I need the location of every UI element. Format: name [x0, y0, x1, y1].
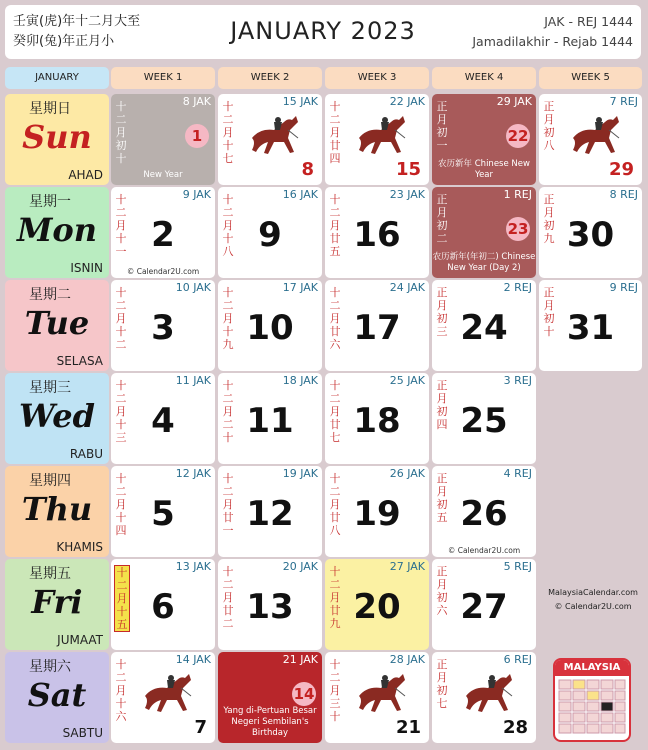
- holiday-date-badge: 22: [506, 124, 530, 148]
- lunar-date: 正月初十: [543, 286, 555, 338]
- date-cell[interactable]: [218, 187, 322, 278]
- islamic-month-line2: Jamadilakhir - Rejab 1444: [472, 34, 633, 49]
- lunar-year-line1: 壬寅(虎)年十二月大至: [13, 14, 141, 29]
- mini-calendar-icon: [555, 676, 629, 740]
- day-english-label: Fri: [31, 583, 83, 621]
- date-number: 17: [353, 308, 401, 348]
- islamic-month-info: [472, 12, 633, 52]
- lunar-date: 正月初七: [436, 658, 448, 710]
- date-number: 30: [566, 215, 615, 255]
- date-number: 25: [460, 401, 508, 441]
- date-cell[interactable]: [432, 94, 536, 185]
- date-cell[interactable]: [325, 94, 429, 185]
- date-cell[interactable]: [218, 652, 322, 743]
- islamic-date: 27 JAK: [389, 560, 425, 573]
- date-number: 11: [246, 401, 294, 441]
- holiday-date-badge: 14: [292, 682, 316, 706]
- islamic-date: 11 JAK: [175, 374, 211, 387]
- date-number: 15: [395, 159, 421, 180]
- islamic-date: 23 JAK: [389, 188, 425, 201]
- date-cell[interactable]: [539, 280, 642, 371]
- day-chinese-label: 星期五: [29, 566, 71, 582]
- date-cell[interactable]: [218, 280, 322, 371]
- islamic-date: 14 JAK: [175, 653, 211, 666]
- day-chinese-label: 星期一: [29, 194, 71, 210]
- holiday-caption: New Year: [143, 170, 183, 180]
- date-number: 12: [246, 494, 294, 534]
- holiday-date-badge: 23: [506, 217, 530, 241]
- islamic-date: 13 JAK: [175, 560, 211, 573]
- date-number: 29: [608, 159, 634, 180]
- calendar-credit: © Calendar2U.com: [447, 546, 521, 555]
- date-number: 13: [246, 587, 294, 627]
- date-cell[interactable]: [111, 466, 215, 557]
- malaysia-calendar-logo: [553, 658, 631, 742]
- date-cell[interactable]: [218, 94, 322, 185]
- day-cell-sat: [5, 652, 109, 743]
- lunar-date: 十二月十五: [114, 565, 130, 632]
- lunar-date: 十二月十三: [115, 379, 127, 444]
- lunar-date: 正月初五: [436, 472, 448, 524]
- lunar-date: 十二月初十: [115, 100, 127, 165]
- lunar-date: 正月初九: [543, 193, 555, 245]
- islamic-date: 8 JAK: [182, 95, 211, 108]
- day-malay-label: JUMAAT: [57, 633, 103, 647]
- date-number: 7: [194, 717, 207, 738]
- day-chinese-label: 星期三: [29, 380, 71, 396]
- date-cell[interactable]: [325, 652, 429, 743]
- date-cell[interactable]: [539, 94, 642, 185]
- week-header-4: WEEK 4: [432, 67, 536, 89]
- lunar-date: 十二月廿六: [329, 286, 341, 351]
- lunar-date: 十二月三十: [329, 658, 341, 723]
- islamic-date: 25 JAK: [389, 374, 425, 387]
- date-number: 16: [353, 215, 401, 255]
- week-header-1: WEEK 1: [111, 67, 215, 89]
- month-corner-label: JANUARY: [5, 67, 109, 89]
- date-cell[interactable]: [432, 466, 536, 557]
- lunar-date: 十二月廿一: [222, 472, 234, 537]
- islamic-date: 17 JAK: [282, 281, 318, 294]
- date-cell[interactable]: [325, 466, 429, 557]
- islamic-date: 28 JAK: [389, 653, 425, 666]
- islamic-date: 7 REJ: [609, 95, 638, 108]
- date-cell[interactable]: [432, 280, 536, 371]
- lunar-date: 十二月十一: [115, 193, 127, 258]
- holiday-date-badge: 1: [185, 124, 209, 148]
- islamic-date: 2 REJ: [503, 281, 532, 294]
- lunar-date: 正月初三: [436, 286, 448, 338]
- date-number: 26: [460, 494, 508, 534]
- lunar-date: 十二月十六: [115, 658, 127, 723]
- week-header-2: WEEK 2: [218, 67, 322, 89]
- date-number: 4: [151, 401, 175, 441]
- lunar-date: 十二月二十: [222, 379, 234, 444]
- date-cell[interactable]: [218, 373, 322, 464]
- lunar-date: 正月初六: [436, 565, 448, 617]
- holiday-caption: 农历新年(年初二) Chinese New Year (Day 2): [432, 252, 536, 273]
- day-english-label: Sun: [22, 118, 92, 156]
- calendar-header: [5, 5, 641, 59]
- day-cell-wed: [5, 373, 109, 464]
- islamic-date: 3 REJ: [503, 374, 532, 387]
- lunar-date: 十二月十四: [115, 472, 127, 537]
- logo-label: MALAYSIA: [555, 660, 629, 676]
- islamic-date: 12 JAK: [175, 467, 211, 480]
- date-cell[interactable]: [111, 652, 215, 743]
- holiday-caption: 农历新年 Chinese New Year: [438, 159, 530, 180]
- week-header-3: WEEK 3: [325, 67, 429, 89]
- day-english-label: Sat: [27, 676, 87, 714]
- date-cell[interactable]: [539, 187, 642, 278]
- day-malay-label: SABTU: [62, 726, 103, 740]
- islamic-date: 9 REJ: [609, 281, 638, 294]
- day-english-label: Wed: [18, 397, 96, 435]
- islamic-date: 5 REJ: [503, 560, 532, 573]
- site-credit-1[interactable]: MalaysiaCalendar.com: [548, 588, 638, 597]
- islamic-date: 18 JAK: [282, 374, 318, 387]
- date-number: 28: [502, 717, 528, 738]
- date-cell[interactable]: [432, 187, 536, 278]
- islamic-date: 26 JAK: [389, 467, 425, 480]
- date-cell[interactable]: [218, 559, 322, 650]
- islamic-date: 19 JAK: [282, 467, 318, 480]
- date-number: 24: [460, 308, 508, 348]
- horse-racing-icon: [351, 666, 411, 718]
- date-cell[interactable]: [111, 373, 215, 464]
- lunar-date: 十二月十八: [222, 193, 234, 258]
- month-title: JANUARY 2023: [230, 17, 416, 45]
- horse-racing-icon: [137, 666, 197, 718]
- date-cell[interactable]: [432, 652, 536, 743]
- islamic-date: 16 JAK: [282, 188, 318, 201]
- horse-racing-icon: [244, 108, 304, 160]
- islamic-date: 20 JAK: [282, 560, 318, 573]
- lunar-date: 正月初四: [436, 379, 448, 431]
- islamic-date: 29 JAK: [496, 95, 532, 108]
- lunar-date: 正月初二: [436, 193, 448, 245]
- date-cell[interactable]: [432, 373, 536, 464]
- week-header-5: WEEK 5: [539, 67, 642, 89]
- islamic-date: 15 JAK: [282, 95, 318, 108]
- day-chinese-label: 星期四: [29, 473, 71, 489]
- date-number: 20: [353, 587, 401, 627]
- day-malay-label: KHAMIS: [56, 540, 103, 554]
- lunar-date: 十二月十七: [222, 100, 234, 165]
- date-number: 9: [258, 215, 282, 255]
- day-cell-mon: [5, 187, 109, 278]
- day-english-label: Tue: [24, 304, 90, 342]
- day-malay-label: ISNIN: [70, 261, 103, 275]
- date-cell[interactable]: [325, 187, 429, 278]
- date-cell[interactable]: [111, 559, 215, 650]
- islamic-date: 24 JAK: [389, 281, 425, 294]
- date-cell[interactable]: [218, 466, 322, 557]
- lunar-date: 十二月十九: [222, 286, 234, 351]
- islamic-date: 6 REJ: [503, 653, 532, 666]
- date-number: 27: [460, 587, 508, 627]
- islamic-date: 8 REJ: [609, 188, 638, 201]
- horse-racing-icon: [565, 108, 625, 160]
- lunar-date: 正月初八: [543, 100, 555, 152]
- islamic-month-line1: JAK - REJ 1444: [544, 14, 633, 29]
- date-number: 2: [151, 215, 175, 255]
- lunar-date: 正月初一: [436, 100, 448, 152]
- horse-racing-icon: [351, 108, 411, 160]
- date-number: 19: [353, 494, 401, 534]
- islamic-date: 4 REJ: [503, 467, 532, 480]
- date-cell[interactable]: [325, 559, 429, 650]
- day-english-label: Mon: [16, 211, 98, 249]
- islamic-date: 22 JAK: [389, 95, 425, 108]
- date-number: 8: [301, 159, 314, 180]
- date-cell[interactable]: [111, 94, 215, 185]
- date-cell[interactable]: [325, 373, 429, 464]
- date-number: 5: [151, 494, 175, 534]
- date-cell[interactable]: [325, 280, 429, 371]
- holiday-caption: Yang di-Pertuan Besar Negeri Sembilan's Birthday: [223, 706, 317, 738]
- day-malay-label: SELASA: [56, 354, 103, 368]
- date-cell[interactable]: [111, 280, 215, 371]
- day-malay-label: RABU: [69, 447, 103, 461]
- lunar-date: 十二月廿二: [222, 565, 234, 630]
- day-malay-label: AHAD: [68, 168, 103, 182]
- date-number: 3: [151, 308, 175, 348]
- islamic-date: 1 REJ: [503, 188, 532, 201]
- calendar-credit: © Calendar2U.com: [126, 267, 200, 276]
- date-number: 31: [566, 308, 615, 348]
- islamic-date: 10 JAK: [175, 281, 211, 294]
- day-cell-tue: [5, 280, 109, 371]
- date-number: 6: [151, 587, 175, 627]
- horse-racing-icon: [458, 666, 518, 718]
- date-number: 21: [395, 717, 421, 738]
- lunar-date: 十二月廿五: [329, 193, 341, 258]
- lunar-date: 十二月廿九: [329, 565, 341, 630]
- islamic-date: 21 JAK: [282, 653, 318, 666]
- date-number: 10: [246, 308, 294, 348]
- lunar-date: 十二月廿八: [329, 472, 341, 537]
- date-number: 18: [353, 401, 401, 441]
- day-cell-fri: [5, 559, 109, 650]
- day-chinese-label: 星期六: [29, 659, 71, 675]
- day-chinese-label: 星期日: [29, 101, 71, 117]
- date-cell[interactable]: [111, 187, 215, 278]
- site-credit-2[interactable]: © Calendar2U.com: [554, 602, 632, 611]
- lunar-date: 十二月十二: [115, 286, 127, 351]
- day-chinese-label: 星期二: [29, 287, 71, 303]
- lunar-date: 十二月廿七: [329, 379, 341, 444]
- day-cell-sun: [5, 94, 109, 185]
- day-cell-thu: [5, 466, 109, 557]
- islamic-date: 9 JAK: [182, 188, 211, 201]
- day-english-label: Thu: [21, 490, 93, 528]
- lunar-year-line2: 癸卯(兔)年正月小: [13, 34, 115, 49]
- lunar-date: 十二月廿四: [329, 100, 341, 165]
- date-cell[interactable]: [432, 559, 536, 650]
